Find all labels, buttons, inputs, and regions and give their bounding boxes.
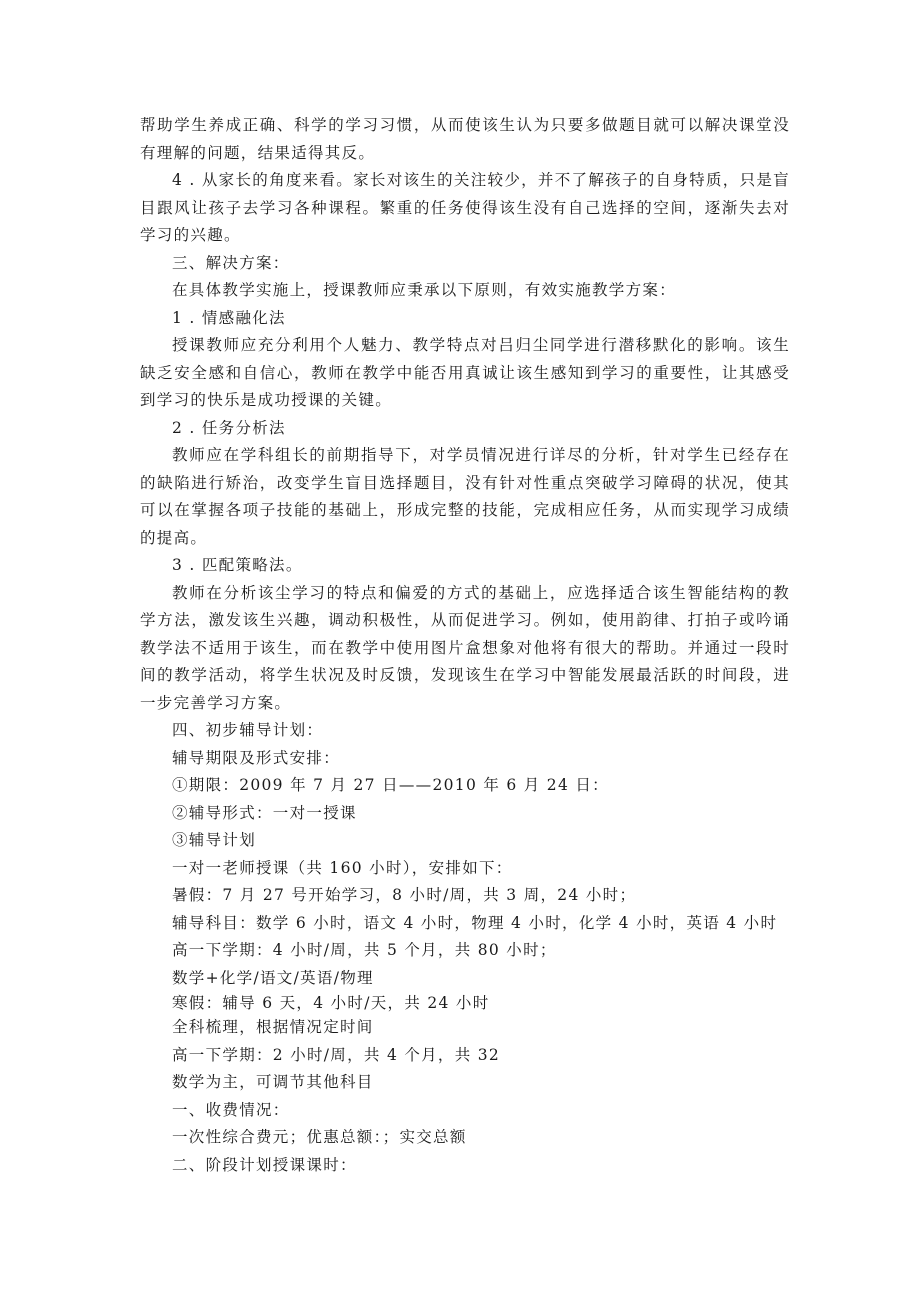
document-page: [140, 112, 790, 1179]
heading-tutoring-plan: 四、初步辅导计划：: [172, 721, 324, 739]
heading-stage-hours: 二、阶段计划授课课时：: [172, 1155, 357, 1174]
paragraph-study-habits: 帮助学生养成正确、科学的学习习惯，从而使该生认为只要多做题目就可以解决课堂没有理解的问题，结果适得其反。: [140, 116, 790, 162]
line-winter-review: 全科梳理，根据情况定时间: [172, 1018, 374, 1036]
line-subjects: 辅导科目：数学 6 小时，语文 4 小时，物理 4 小时，化学 4 小时，英语 4 小时: [172, 913, 778, 932]
line-winter-vacation: 寒假：辅导 6 天，4 小时/天，共 24 小时: [172, 994, 490, 1012]
line-tutoring-plan: ③辅导计划: [172, 831, 257, 849]
paragraph-matching-strategy: 教师在分析该尘学习的特点和偏爱的方式的基础上，应选择适合该生智能结构的教学方法，激发该生兴趣，调动积极性，从而促进学习。例如，使用韵律、打拍子或吟诵教学法不适用于该生，而在教学中使用图片盒想象对他将有很大的帮助。并通过一段时间的教学活动，将学生状况及时反馈，发现该生在学习中智能发展最活跃的时间段，进一步完善学习方案。: [140, 583, 790, 712]
paragraph-parent-perspective: 4 . 从家长的角度来看。家长对该生的关注较少，并不了解孩子的自身特质，只是盲目跟风让孩子去学习各种课程。繁重的任务使得该生没有自己选择的空间，逐渐失去对学习的兴趣。: [140, 171, 790, 244]
line-tutoring-form: ②辅导形式：一对一授课: [172, 803, 357, 822]
heading-task-analysis: 2 . 任务分析法: [172, 418, 286, 437]
heading-solution: 三、解决方案：: [172, 253, 290, 272]
line-one-on-one: 一对一老师授课（共 160 小时），安排如下：: [172, 858, 513, 877]
line-semester-one: 高一下学期：4 小时/周，共 5 个月，共 80 小时；: [172, 941, 557, 959]
heading-fees: 一、收费情况：: [172, 1100, 290, 1119]
line-semester-two: 高一下学期：2 小时/周，共 4 个月，共 32: [172, 1045, 501, 1064]
paragraph-principles-intro: 在具体教学实施上，授课教师应秉承以下原则，有效实施教学方案：: [172, 281, 677, 299]
line-period: ①期限：2009 年 7 月 27 日——2010 年 6 月 24 日：: [172, 776, 609, 794]
heading-matching-strategy: 3 . 匹配策略法。: [172, 556, 303, 574]
line-fee-details: 一次性综合费元；优惠总额：；实交总额: [172, 1128, 467, 1146]
line-summer-vacation: 暑假：7 月 27 号开始学习，8 小时/周，共 3 周，24 小时；: [172, 886, 637, 904]
line-semester-two-subjects: 数学为主，可调节其他科目: [172, 1073, 374, 1091]
paragraph-emotion-method: 授课教师应充分利用个人魅力、教学特点对吕归尘同学进行潜移默化的影响。该生缺乏安全感和自信心，教师在教学中能否用真诚让该生感知到学习的重要性，让其感受到学习的快乐是成功授课的关键。: [140, 336, 790, 409]
line-schedule-arrangement: 辅导期限及形式安排：: [172, 748, 341, 767]
heading-emotion-method: 1 . 情感融化法: [172, 308, 286, 327]
paragraph-task-analysis: 教师应在学科组长的前期指导下，对学员情况进行详尽的分析，针对学生已经存在的缺陷进行矫治，改变学生盲目选择题目，没有针对性重点突破学习障碍的状况，使其可以在掌握各项子技能的基础上，形成完整的技能，完成相应任务，从而实现学习成绩的提高。: [140, 446, 790, 547]
line-semester-one-subjects: 数学+化学/语文/英语/物理: [172, 968, 374, 987]
